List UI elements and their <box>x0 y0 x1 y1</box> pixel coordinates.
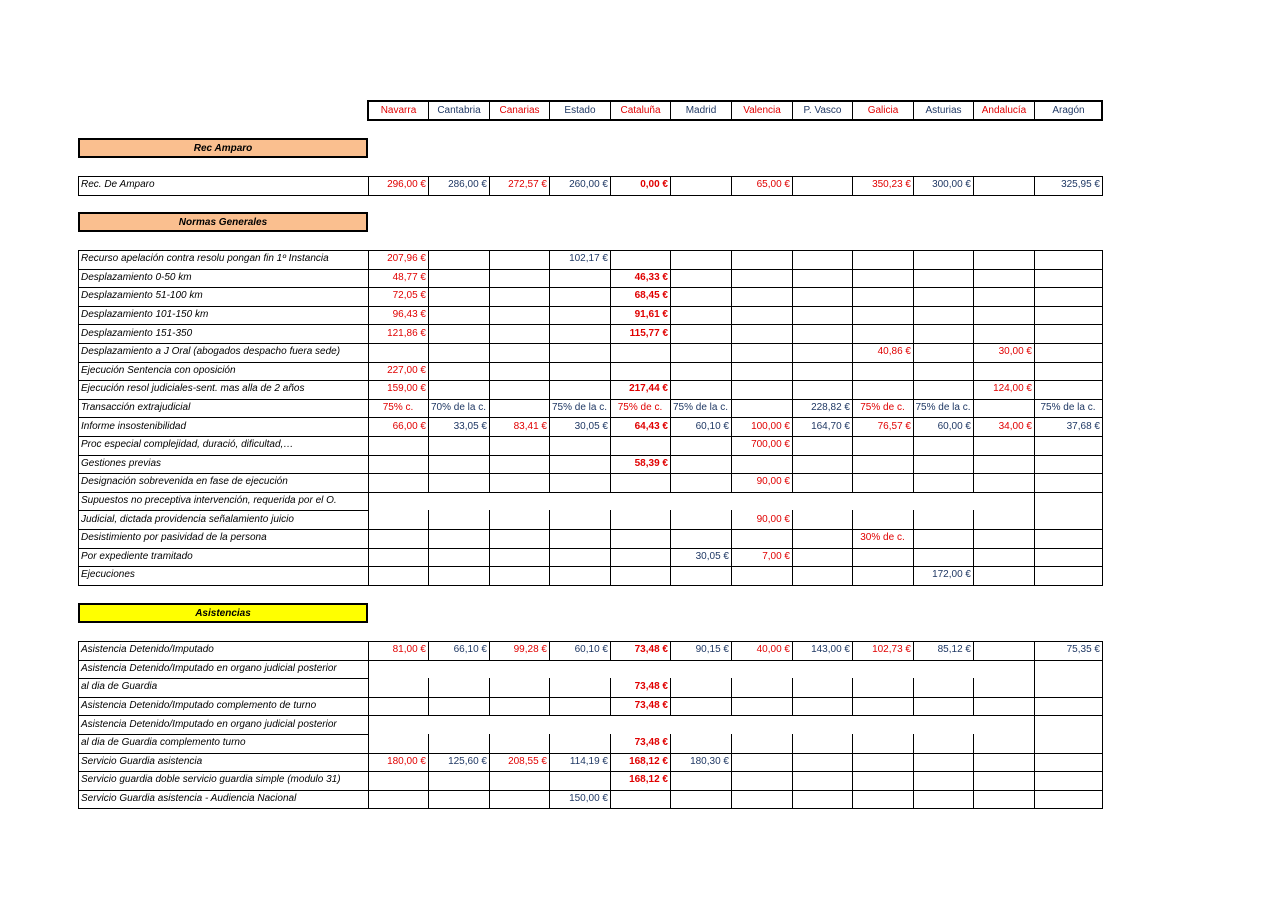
col-divider <box>368 250 369 586</box>
value-cell[interactable]: 272,57 € <box>508 179 547 191</box>
row-label: Proc especial complejidad, duració, dificultad,… <box>81 439 294 451</box>
value-cell[interactable]: 85,12 € <box>937 644 971 656</box>
value-cell[interactable]: 75% de c. <box>860 402 905 414</box>
row-label: Servicio guardia doble servicio guardia simple (modulo 31) <box>81 774 341 786</box>
value-cell[interactable]: 180,00 € <box>387 755 426 767</box>
row-divider <box>78 734 369 735</box>
col-divider <box>852 641 853 661</box>
value-cell[interactable]: 260,00 € <box>569 179 608 191</box>
value-cell[interactable]: 37,68 € <box>1066 420 1100 432</box>
row-divider <box>78 771 1103 772</box>
value-cell[interactable]: 73,48 € <box>634 737 668 749</box>
value-cell[interactable]: 0,00 € <box>640 179 668 191</box>
col-divider <box>610 176 611 196</box>
section-banner-1: Normas Generales <box>78 212 368 232</box>
row-label: Asistencia Detenido/Imputado en organo judicial posterior <box>81 662 337 674</box>
value-cell[interactable]: 90,00 € <box>756 476 790 488</box>
col-divider <box>428 678 429 716</box>
row-divider <box>78 715 1103 716</box>
value-cell[interactable]: 159,00 € <box>387 383 426 395</box>
col-divider <box>610 678 611 716</box>
value-cell[interactable]: 75% de c. <box>617 402 663 414</box>
row-label: Desistimiento por pasividad de la persona <box>81 532 267 544</box>
col-divider <box>731 734 732 809</box>
col-divider <box>489 510 490 586</box>
value-cell[interactable]: 350,23 € <box>872 179 911 191</box>
value-cell[interactable]: 30% de c. <box>860 532 905 544</box>
value-cell[interactable]: 102,73 € <box>872 644 911 656</box>
row-divider <box>78 436 1103 437</box>
row-divider <box>78 566 1103 567</box>
col-divider <box>428 641 429 661</box>
value-cell[interactable]: 73,48 € <box>634 681 668 693</box>
row-label: Designación sobrevenida en fase de ejecución <box>81 476 288 488</box>
value-cell[interactable]: 7,00 € <box>762 550 790 562</box>
value-cell[interactable]: 121,86 € <box>387 327 426 339</box>
row-label: Asistencia Detenido/Imputado <box>81 644 214 656</box>
value-cell[interactable]: 217,44 € <box>629 383 668 395</box>
col-divider <box>852 678 853 716</box>
region-header-0[interactable]: Navarra <box>368 101 429 120</box>
row-divider <box>78 287 1103 288</box>
value-cell[interactable]: 40,00 € <box>756 644 790 656</box>
col-divider <box>670 176 671 196</box>
col-divider <box>913 734 914 809</box>
col-divider <box>1102 176 1103 196</box>
row-label: Desplazamiento 151-350 <box>81 327 193 339</box>
value-cell[interactable]: 65,00 € <box>756 179 790 191</box>
col-divider <box>792 176 793 196</box>
value-cell[interactable]: 168,12 € <box>629 774 668 786</box>
value-cell[interactable]: 66,10 € <box>453 644 487 656</box>
row-divider <box>78 306 1103 307</box>
value-cell[interactable]: 99,28 € <box>513 644 547 656</box>
value-cell[interactable]: 30,00 € <box>998 346 1032 358</box>
col-divider <box>549 678 550 716</box>
row-divider <box>78 399 1103 400</box>
col-divider <box>792 510 793 586</box>
value-cell[interactable]: 81,00 € <box>392 644 426 656</box>
col-divider <box>913 510 914 586</box>
col-divider <box>973 678 974 716</box>
row-divider <box>78 417 1103 418</box>
row-label: Ejecuciones <box>81 569 135 581</box>
col-divider <box>913 678 914 716</box>
value-cell[interactable]: 68,45 € <box>634 290 668 302</box>
row-label: Asistencia Detenido/Imputado en organo judicial posterior <box>81 718 337 730</box>
col-divider <box>973 734 974 809</box>
value-cell[interactable]: 96,43 € <box>392 309 426 321</box>
value-cell[interactable]: 75% de la c. <box>1040 402 1096 414</box>
row-divider <box>78 808 1103 809</box>
row-divider <box>78 510 369 511</box>
col-divider <box>973 510 974 586</box>
value-cell[interactable]: 125,60 € <box>448 755 487 767</box>
value-cell[interactable]: 64,43 € <box>634 420 668 432</box>
col-divider <box>670 510 671 586</box>
row-label: Desplazamiento a J Oral (abogados despacho fuera sede) <box>81 346 341 358</box>
col-divider <box>792 734 793 809</box>
col-divider <box>731 678 732 716</box>
row-label: Por expediente tramitado <box>81 550 193 562</box>
col-divider <box>549 176 550 196</box>
row-divider <box>78 195 1103 196</box>
value-cell[interactable]: 172,00 € <box>932 569 971 581</box>
col-divider <box>913 176 914 196</box>
value-cell[interactable]: 114,19 € <box>569 755 608 767</box>
col-divider <box>973 250 974 493</box>
value-cell[interactable]: 700,00 € <box>751 439 790 451</box>
value-cell[interactable]: 75% de la c. <box>672 402 729 414</box>
col-divider <box>610 641 611 661</box>
value-cell[interactable]: 60,10 € <box>574 644 608 656</box>
row-divider <box>78 269 1103 270</box>
row-label: Gestiones previas <box>81 457 162 469</box>
col-divider <box>489 678 490 716</box>
row-divider <box>78 697 1103 698</box>
row-divider <box>78 641 1103 642</box>
col-divider <box>670 250 671 493</box>
col-divider <box>731 176 732 196</box>
col-divider <box>368 641 369 809</box>
value-cell[interactable]: 296,00 € <box>387 179 426 191</box>
region-header-10[interactable]: Andalucía <box>973 101 1035 120</box>
row-label: Desplazamiento 101-150 km <box>81 309 209 321</box>
row-label: Informe insostenibilidad <box>81 420 187 432</box>
value-cell[interactable]: 228,82 € <box>811 402 850 414</box>
col-divider <box>670 734 671 809</box>
value-cell[interactable]: 300,00 € <box>932 179 971 191</box>
value-cell[interactable]: 100,00 € <box>751 420 790 432</box>
value-cell[interactable]: 70% de la c. <box>430 402 487 414</box>
value-cell[interactable]: 76,57 € <box>877 420 911 432</box>
col-divider <box>368 176 369 196</box>
value-cell[interactable]: 33,05 € <box>453 420 487 432</box>
value-cell[interactable]: 207,96 € <box>387 253 426 265</box>
value-cell[interactable]: 102,17 € <box>569 253 608 265</box>
col-divider <box>549 510 550 586</box>
row-label: Transacción extrajudicial <box>81 402 191 414</box>
row-divider <box>78 548 1103 549</box>
col-divider <box>610 510 611 586</box>
row-label: Desplazamiento 0-50 km <box>81 271 192 283</box>
row-divider <box>78 529 1103 530</box>
row-divider <box>78 660 1103 661</box>
col-divider <box>78 250 79 586</box>
row-divider <box>78 492 1103 493</box>
col-divider <box>78 641 79 809</box>
value-cell[interactable]: 73,48 € <box>634 700 668 712</box>
value-cell[interactable]: 60,00 € <box>937 420 971 432</box>
row-divider <box>78 380 1103 381</box>
col-divider <box>1034 250 1035 586</box>
col-divider <box>1102 250 1103 586</box>
value-cell[interactable]: 143,00 € <box>811 644 850 656</box>
value-cell[interactable]: 124,00 € <box>993 383 1032 395</box>
col-divider <box>1034 176 1035 196</box>
row-divider <box>78 176 1103 177</box>
col-divider <box>852 734 853 809</box>
row-label: Asistencia Detenido/Imputado complemento de turno <box>81 700 317 712</box>
col-divider <box>913 641 914 661</box>
value-cell[interactable]: 40,86 € <box>877 346 911 358</box>
row-divider <box>78 250 1103 251</box>
col-divider <box>428 250 429 493</box>
col-divider <box>792 250 793 493</box>
row-divider <box>78 473 1103 474</box>
value-cell[interactable]: 150,00 € <box>569 793 608 805</box>
row-divider <box>78 678 369 679</box>
region-header-7[interactable]: P. Vasco <box>792 101 853 120</box>
row-divider <box>78 362 1103 363</box>
col-divider <box>731 510 732 586</box>
row-divider <box>78 455 1103 456</box>
row-label: Servicio Guardia asistencia <box>81 755 203 767</box>
value-cell[interactable]: 66,00 € <box>392 420 426 432</box>
col-divider <box>610 734 611 809</box>
col-divider <box>670 678 671 716</box>
value-cell[interactable]: 30,05 € <box>574 420 608 432</box>
value-cell[interactable]: 168,12 € <box>629 755 668 767</box>
col-divider <box>731 641 732 661</box>
col-divider <box>428 510 429 586</box>
col-divider <box>852 510 853 586</box>
value-cell[interactable]: 286,00 € <box>448 179 487 191</box>
row-label: Ejecución resol judiciales-sent. mas alla de 2 años <box>81 383 305 395</box>
value-cell[interactable]: 73,48 € <box>634 644 668 656</box>
row-label: Servicio Guardia asistencia - Audiencia Nacional <box>81 793 297 805</box>
row-label: al dia de Guardia complemento turno <box>81 737 246 749</box>
col-divider <box>731 250 732 493</box>
value-cell[interactable]: 83,41 € <box>513 420 547 432</box>
value-cell[interactable]: 60,10 € <box>695 420 729 432</box>
section-banner-2: Asistencias <box>78 603 368 623</box>
row-label: al dia de Guardia <box>81 681 158 693</box>
col-divider <box>549 250 550 493</box>
col-divider <box>610 250 611 493</box>
row-label: Ejecución Sentencia con oposición <box>81 364 236 376</box>
col-divider <box>428 734 429 809</box>
row-label: Rec. De Amparo <box>81 179 155 191</box>
value-cell[interactable]: 75% de la c. <box>551 402 608 414</box>
col-divider <box>549 734 550 809</box>
col-divider <box>913 250 914 493</box>
col-divider <box>78 176 79 196</box>
value-cell[interactable]: 90,15 € <box>695 644 729 656</box>
row-divider <box>78 753 1103 754</box>
col-divider <box>852 176 853 196</box>
col-divider <box>792 641 793 661</box>
row-divider <box>78 790 1103 791</box>
row-divider <box>78 585 1103 586</box>
region-header-1[interactable]: Cantabria <box>428 101 490 120</box>
value-cell[interactable]: 58,39 € <box>634 457 668 469</box>
value-cell[interactable]: 164,70 € <box>811 420 850 432</box>
col-divider <box>489 176 490 196</box>
value-cell[interactable]: 115,77 € <box>629 327 668 339</box>
col-divider <box>489 734 490 809</box>
section-banner-0: Rec Amparo <box>78 138 368 158</box>
value-cell[interactable]: 46,33 € <box>634 271 668 283</box>
col-divider <box>428 176 429 196</box>
region-header-5[interactable]: Madrid <box>670 101 732 120</box>
region-header-4[interactable]: Cataluña <box>610 101 671 120</box>
value-cell[interactable]: 75% c. <box>382 402 414 414</box>
value-cell[interactable]: 325,95 € <box>1061 179 1100 191</box>
value-cell[interactable]: 180,30 € <box>690 755 729 767</box>
row-divider <box>78 324 1103 325</box>
value-cell[interactable]: 48,77 € <box>392 271 426 283</box>
col-divider <box>670 641 671 661</box>
col-divider <box>973 641 974 661</box>
col-divider <box>489 250 490 493</box>
col-divider <box>549 641 550 661</box>
col-divider <box>852 250 853 493</box>
row-divider <box>78 343 1103 344</box>
col-divider <box>1102 641 1103 809</box>
col-divider <box>973 176 974 196</box>
row-label: Recurso apelación contra resolu pongan fin 1º Instancia <box>81 253 329 265</box>
region-header-3[interactable]: Estado <box>549 101 611 120</box>
col-divider <box>489 641 490 661</box>
col-divider <box>1034 641 1035 809</box>
value-cell[interactable]: 208,55 € <box>508 755 547 767</box>
value-cell[interactable]: 75,35 € <box>1066 644 1100 656</box>
region-header-8[interactable]: Galicia <box>852 101 914 120</box>
value-cell[interactable]: 72,05 € <box>392 290 426 302</box>
row-label: Supuestos no preceptiva intervención, requerida por el O. <box>81 495 337 507</box>
value-cell[interactable]: 30,05 € <box>695 550 729 562</box>
value-cell[interactable]: 90,00 € <box>756 513 790 525</box>
row-label: Desplazamiento 51-100 km <box>81 290 203 302</box>
value-cell[interactable]: 34,00 € <box>998 420 1032 432</box>
value-cell[interactable]: 227,00 € <box>387 364 426 376</box>
region-header-2[interactable]: Canarias <box>489 101 550 120</box>
region-header-9[interactable]: Asturias <box>913 101 974 120</box>
col-divider <box>792 678 793 716</box>
value-cell[interactable]: 91,61 € <box>634 309 668 321</box>
value-cell[interactable]: 75% de la c. <box>915 402 971 414</box>
region-header-11[interactable]: Aragón <box>1034 101 1103 120</box>
region-header-6[interactable]: Valencia <box>731 101 793 120</box>
row-label: Judicial, dictada providencia señalamiento juicio <box>81 513 294 525</box>
